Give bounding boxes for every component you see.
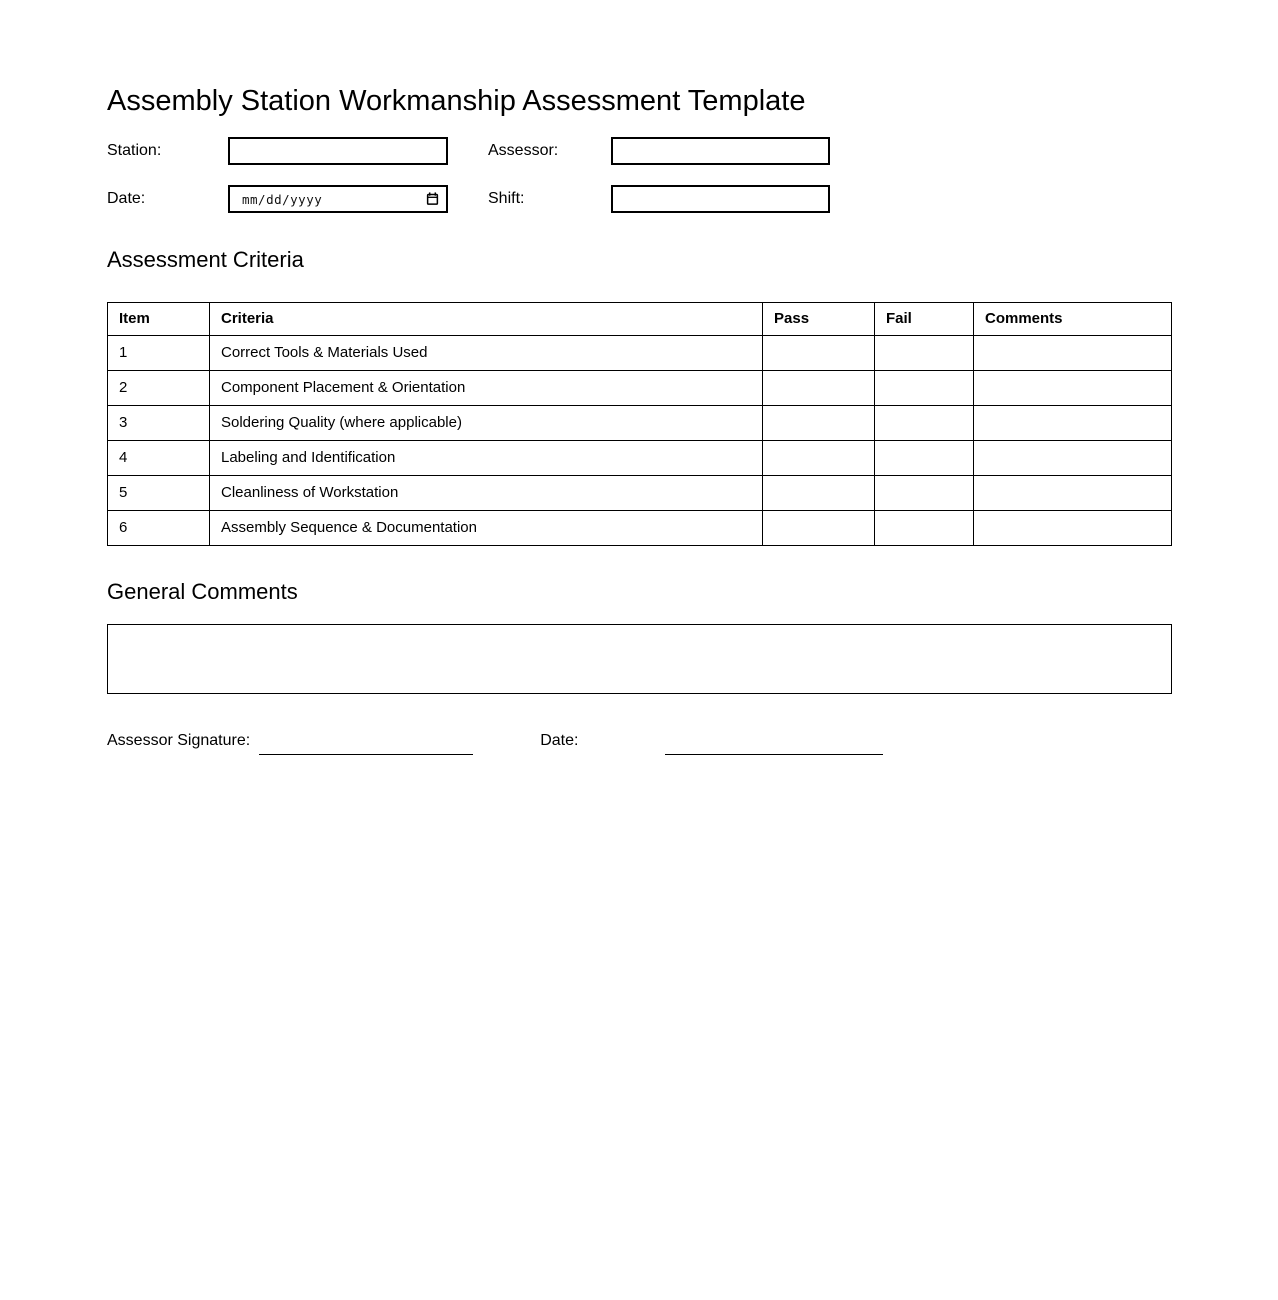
shift-input[interactable] (611, 185, 830, 213)
signature-date-label: Date: (540, 731, 579, 749)
criteria-table (107, 302, 1172, 546)
table-row (108, 440, 1172, 475)
comments-cell (974, 370, 1172, 405)
comments-cell (974, 440, 1172, 475)
fail-cell (875, 510, 974, 545)
criteria-cell: Correct Tools & Materials Used (210, 335, 763, 370)
table-row (108, 370, 1172, 405)
criteria-cell: Assembly Sequence & Documentation (210, 510, 763, 545)
assessor-signature-label: Assessor Signature: (107, 731, 251, 749)
item-cell: 5 (108, 475, 210, 510)
general-comments-heading: General Comments (107, 578, 298, 604)
comments-cell (974, 510, 1172, 545)
date-input[interactable] (228, 185, 448, 213)
pass-cell (763, 475, 875, 510)
criteria-section-heading: Assessment Criteria (107, 247, 304, 273)
item-cell: 4 (108, 440, 210, 475)
pass-cell (763, 440, 875, 475)
fail-cell (875, 335, 974, 370)
item-cell: 6 (108, 510, 210, 545)
column-header-item: Item (108, 302, 210, 335)
column-header-criteria: Criteria (210, 302, 763, 335)
table-row (108, 510, 1172, 545)
item-cell: 3 (108, 405, 210, 440)
column-header-comments: Comments (974, 302, 1172, 335)
header-form (107, 137, 1172, 213)
page-title: Assembly Station Workmanship Assessment Template (107, 85, 806, 117)
column-header-pass: Pass (763, 302, 875, 335)
criteria-cell: Component Placement & Orientation (210, 370, 763, 405)
pass-cell (763, 405, 875, 440)
column-header-fail: Fail (875, 302, 974, 335)
signature-line (259, 743, 473, 755)
item-cell: 1 (108, 335, 210, 370)
criteria-cell: Labeling and Identification (210, 440, 763, 475)
criteria-cell: Cleanliness of Workstation (210, 475, 763, 510)
fail-cell (875, 370, 974, 405)
date-label: Date: (107, 190, 146, 208)
general-comments-input[interactable] (107, 624, 1172, 694)
fail-cell (875, 475, 974, 510)
comments-cell (974, 475, 1172, 510)
table-header-row (108, 302, 1172, 335)
criteria-cell: Soldering Quality (where applicable) (210, 405, 763, 440)
signature-date-line (665, 743, 883, 755)
station-input[interactable] (228, 137, 448, 165)
pass-cell (763, 335, 875, 370)
station-label: Station: (107, 142, 162, 160)
assessor-label: Assessor: (488, 142, 559, 160)
shift-label: Shift: (488, 190, 525, 208)
signature-row (107, 732, 1172, 750)
date-field (228, 185, 448, 213)
table-row (108, 405, 1172, 440)
comments-cell (974, 405, 1172, 440)
comments-cell (974, 335, 1172, 370)
pass-cell (763, 510, 875, 545)
pass-cell (763, 370, 875, 405)
fail-cell (875, 405, 974, 440)
assessor-input[interactable] (611, 137, 830, 165)
fail-cell (875, 440, 974, 475)
calendar-icon[interactable] (425, 192, 440, 207)
table-row (108, 335, 1172, 370)
item-cell: 2 (108, 370, 210, 405)
table-row (108, 475, 1172, 510)
